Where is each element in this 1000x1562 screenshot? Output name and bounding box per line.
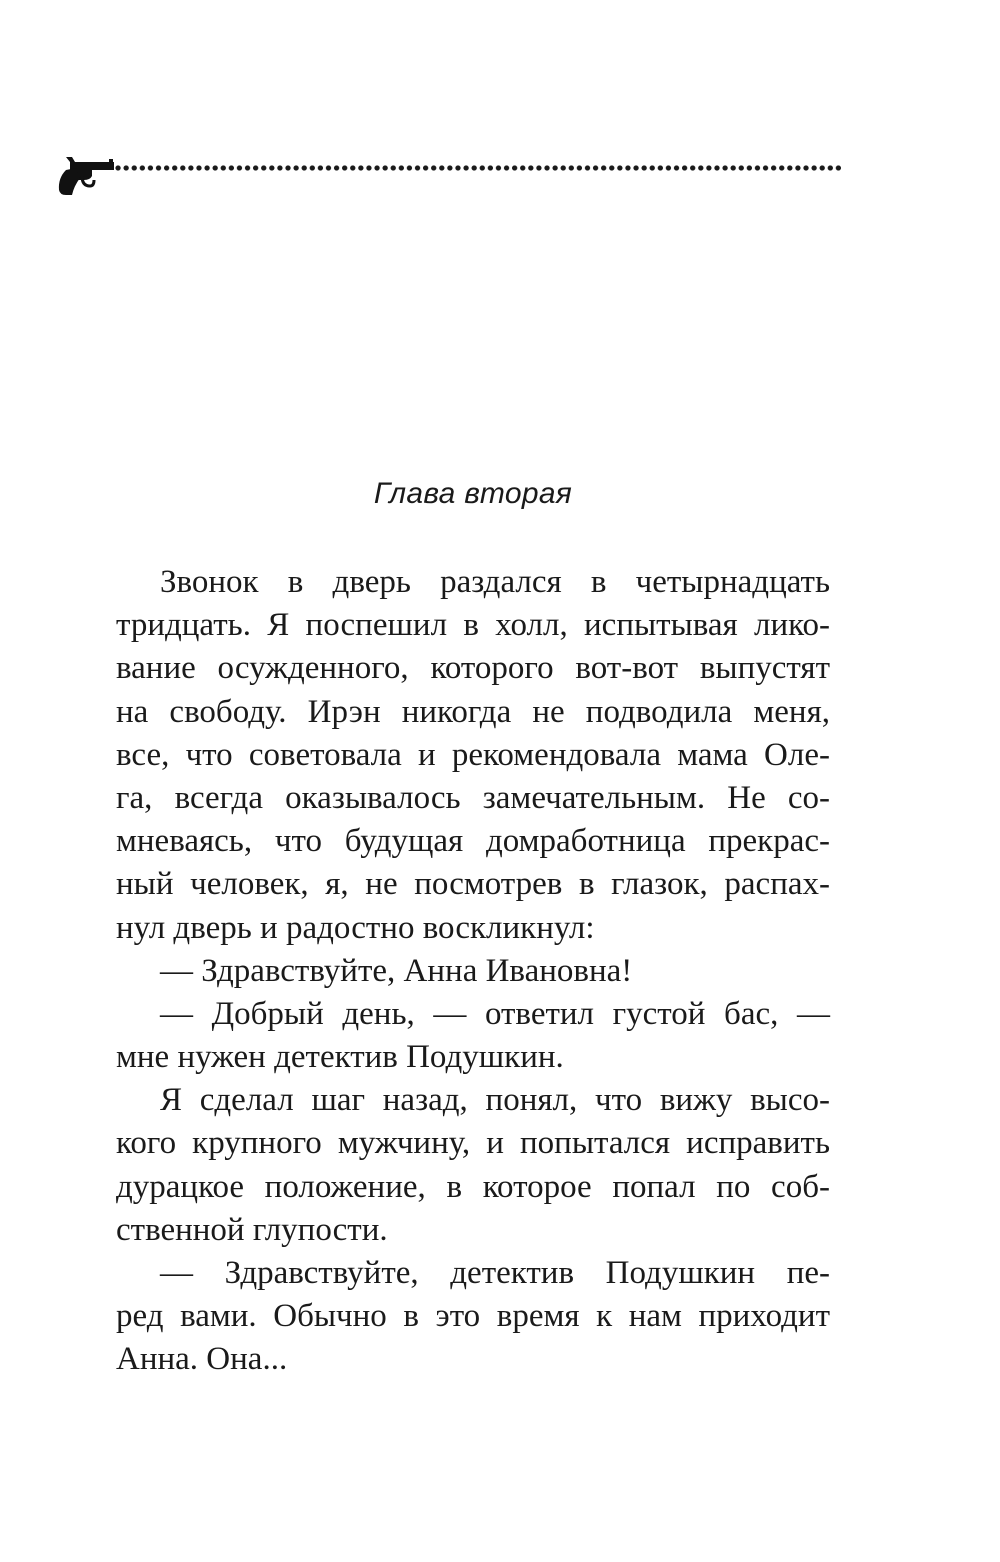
header-ornament: [56, 156, 846, 200]
text-line: все, что советовала и рекомендовала мама Оле-: [116, 736, 830, 773]
text-line: Анна. Она...: [116, 1341, 288, 1378]
text-line: дурацкое положение, в которое попал по соб-: [116, 1168, 830, 1205]
text-line: нул дверь и радостно воскликнул:: [116, 909, 595, 946]
revolver-icon: [56, 156, 114, 196]
body-text: [116, 561, 830, 1382]
text-line: кого крупного мужчину, и попытался исправить: [116, 1125, 830, 1162]
text-line: ред вами. Обычно в это время к нам приходит: [116, 1298, 830, 1335]
text-line: мневаясь, что будущая домработница прекрас-: [116, 823, 830, 860]
text-line: тридцать. Я поспешил в холл, испытывая лико-: [116, 607, 830, 644]
dotted-rule: [114, 165, 842, 171]
text-line: Звонок в дверь раздался в четырнадцать: [160, 564, 830, 600]
text-line: вание осужденного, которого вот-вот выпустят: [116, 650, 830, 687]
text-line: — Добрый день, — ответил густой бас, —: [160, 995, 830, 1032]
text-line: мне нужен детектив Подушкин.: [116, 1039, 564, 1076]
text-line: Я сделал шаг назад, понял, что вижу высо-: [160, 1082, 830, 1119]
text-line: ный человек, я, не посмотрев в глазок, распах-: [116, 866, 830, 903]
chapter-title: Глава вторая: [373, 477, 573, 510]
text-line: ственной глупости.: [116, 1211, 388, 1248]
text-line: — Здравствуйте, Анна Ивановна!: [160, 952, 633, 989]
text-line: — Здравствуйте, детектив Подушкин пе-: [160, 1255, 830, 1291]
text-line: на свободу. Ирэн никогда не подводила меня,: [116, 693, 830, 730]
text-line: га, всегда оказывалось замечательным. Не со-: [116, 779, 830, 816]
